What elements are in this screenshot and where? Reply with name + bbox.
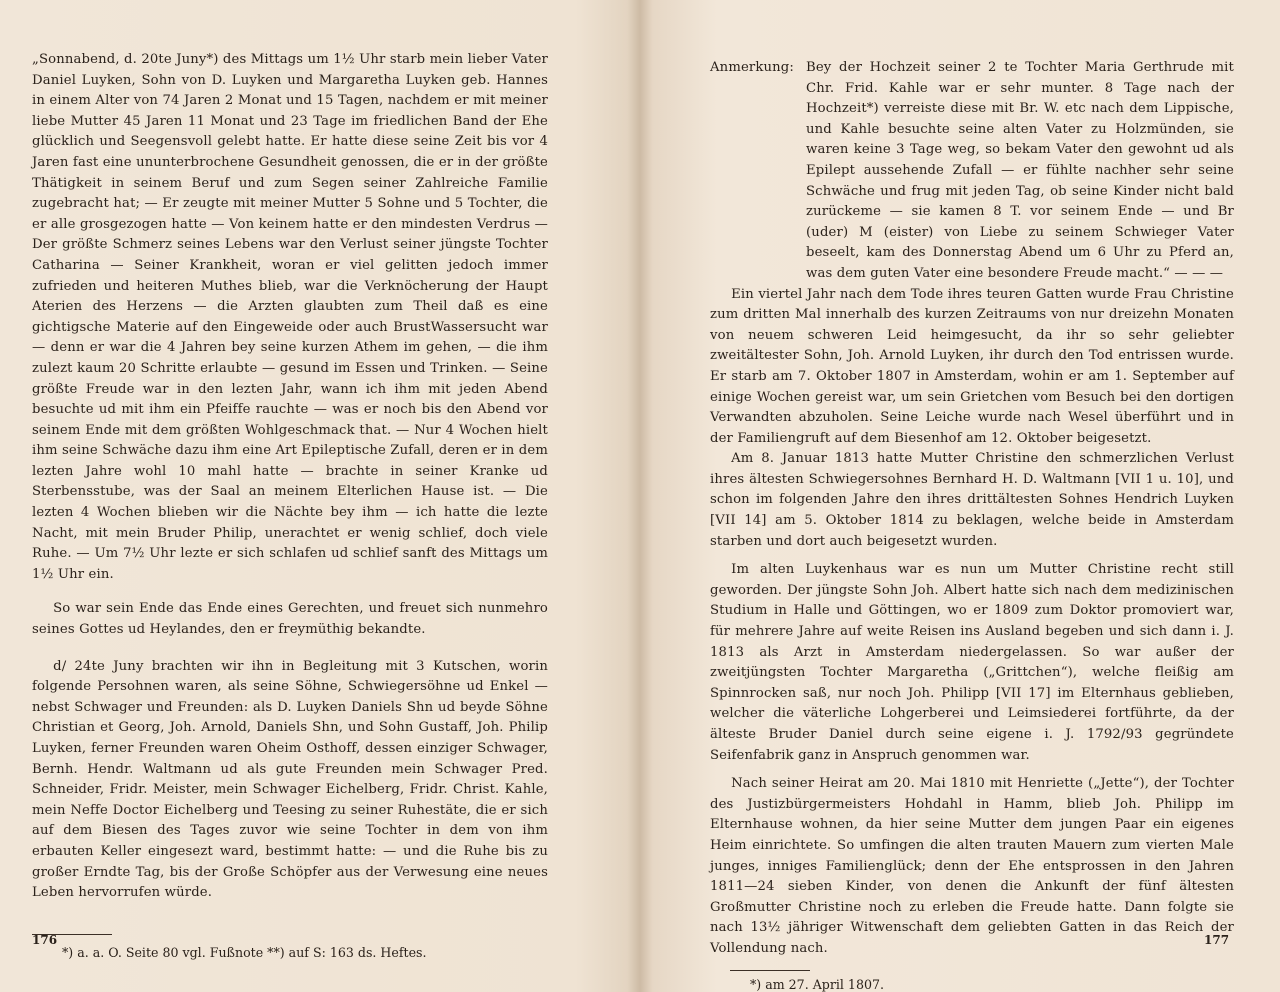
paragraph-funeral: d/ 24te Juny brachten wir ihn in Begleitung mit 3 Kutschen, worin folgende Persohnen waren, als seine Söhne, Schwiegersöhne ud Enkel — nebst Schwager und Freunden: als D. Luyken Daniels Shn ud beyde Söhne Christian et Georg, Joh. Arnold, Daniels Shn, und Sohn Gustaff, Joh. Philip Luyken, ferner Freunden waren Oheim Osthoff, dessen einziger Schwager, Bernh. Hendr. Waltmann ud als gute Freunden mein Schwager Pred. Schneider, Fridr. Meister, mein Schwager Eichelberg, Fridr. Christ. Kahle, mein Neffe Doctor Eichelberg und Teesing zu seiner Ruhestäte, die er sich auf dem Biesen des Tages zuvor wie seine Tochter in dem von ihm erbauten Keller eingesezt ward, bestimmt hatte: — und die Ruhe bis zu großer Erndte Tag, bis der Große Schöpfer aus der Verwesung eine neues Leben hervorrufen würde. bbox=[32, 658, 548, 901]
paragraph-quarter-year: Ein viertel Jahr nach dem Tode ihres teuren Gatten wurde Frau Christine zum dritten Mal innerhalb des kurzen Zeitraums von nur dreizehn Monaten von neuem schweren Leid heimgesucht, da ihr so sehr geliebter zweitältester Sohn, Joh. Arnold Luyken, ihr durch den Tod entrissen wurde. Er starb am 7. Oktober 1807 in Amsterdam, wohin er am 1. September auf einige Wochen gereist war, um sein Grietchen vom Besuch bei den dortigen Verwandten abzuholen. Seine Leiche wurde nach Wesel überführt und in der Familiengruft auf dem Biesenhof am 12. Oktober beigesetzt. bbox=[710, 286, 1234, 446]
annotation-text: Bey der Hochzeit seiner 2 te Tochter Maria Gerthrude mit Chr. Frid. Kahle war er sehr munter. 8 Tage nach der Hochzeit*) verreiste diese mit Br. W. etc nach dem Lippische, und Kahle besuchte seine alten Vater zu Holzmünden, sie waren keine 3 Tage weg, so bekam Vater den gewohnt ud als Epilept aussehende Zufall — er fühlte nachher sehr seine Schwäche und frug mit jeden Tag, ob seine Kinder nicht bald zurückeme — sie kamen 8 T. vor seinem Ende — und Br (uder) M (eister) von Liebe zu seinem Schwieger Vater beseelt, kam des Donnerstag Abend um 6 Uhr zu Pferd an, was dem guten Vater eine besondere Freude macht.“ — — — bbox=[806, 60, 1234, 281]
annotation-label: Anmerkung: bbox=[710, 60, 794, 75]
footnote-right: *) am 27. April 1807. bbox=[750, 976, 884, 992]
page-number-left: 176 bbox=[32, 933, 58, 947]
footnote-left: *) a. a. O. Seite 80 vgl. Fußnote **) auf S: 163 ds. Heftes. bbox=[62, 944, 427, 960]
paragraph-marriage: Nach seiner Heirat am 20. Mai 1810 mit Henriette („Jette“), der Tochter des Justizbürgermeisters Hohdahl in Hamm, blieb Joh. Philipp im Elternhause wohnen, da hier seine Mutter dem jungen Paar ein eigenes Heim einrichtete. So umfingen die alten trauten Mauern zum vierten Male junges, inniges Familienglück; denn der Ehe entsprossen in den Jahren 1811—24 sieben Kinder, von denen die Ankunft der fünf ältesten Großmutter Christine noch zu erleben die Freude hatte. Dann folgte sie nach 13½ jähriger Witwenschaft dem geliebten Gatten in das Reich der Vollendung nach. bbox=[710, 776, 1234, 956]
paragraph-righteous-end: So war sein Ende das Ende eines Gerechten, und freuet sich nunmehro seines Gottes ud Heylandes, den er freymüthig bekandte. bbox=[32, 601, 548, 638]
paragraph-obituary-letter: „Sonnabend, d. 20te Juny*) des Mittags um 1½ Uhr starb mein lieber Vater Daniel Luyken, Sohn von D. Luyken und Margaretha Luyken geb. Hannes in einem Alter von 74 Jaren 2 Monat und 15 Tagen, nachdem er mit meiner liebe Mutter 45 Jaren 11 Monat und 23 Tage im friedlichen Band der Ehe glücklich und Seegensvoll gelebt hatte. Er hatte diese seine Zeit bis vor 4 Jaren fast eine ununterbrochene Gesundheit genossen, die er in der größte Thätigkeit in seinem Beruf und zum Segen seiner Zahlreiche Familie zugebracht hat; — Er zeugte mit meiner Mutter 5 Sohne und 5 Tochter, die er alle grosgezogen hatte — Von keinem hatte er den mindesten Verdrus — Der größte Schmerz seines Lebens war den Verlust seiner jüngste Tochter Catharina — Seiner Krankheit, woran er viel gelitten jedoch immer zufrieden und heiteren Muthes blieb, war die Verknöcherung der Haupt Aterien des Herzens — die Arzten glaubten zum Theil daß es eine gichtigsche Materie auf den Eingeweide oder auch BrustWassersucht war — denn er war die 4 Jahren bey seine kurzen Athem im gehen, — die ihm zulezt kaum 20 Schritte erlaubte — gesund im Essen und Trinken. — Seine größte Freude war in den lezten Jahr, wann ich ihm mit jeden Abend besuchte ud mit ihm ein Pfeiffe rauchte — was er noch bis den Abend vor seinem Ende mit dem größten Wohlgeschmack that. — Nur 4 Wochen hielt ihm seine Schwäche dazu ihm eine Art Epileptische Zufall, deren er in dem lezten Jahre wohl 10 mahl hatte — brachte in seiner Kranke ud Sterbensstube, was der Saal an meinem Elterlichen Hause ist. — Die lezten 4 Wochen blieben wir die Nächte bey ihm — ich hatte die lezte Nacht, mit mein Bruder Philip, unerachtet er wenig schlief, doch viele Ruhe. — Um 7½ Uhr lezte er sich schlafen ud schlief sanft des Mittags um 1½ Uhr ein. bbox=[32, 52, 548, 582]
paragraph-luykenhaus: Im alten Luykenhaus war es nun um Mutter Christine recht still geworden. Der jüngste Sohn Joh. Albert hatte sich nach dem medizinischen Studium in Halle und Göttingen, wo er 1809 zum Doktor promoviert war, für mehrere Jahre auf weite Reisen ins Ausland begeben und sich dann i. J. 1813 als Arzt in Amsterdam niedergelassen. So war außer der zweitjüngsten Tochter Margaretha („Grittchen“), welche fleißig am Spinnrocken saß, nur noch Joh. Philipp [VII 17] im Elternhaus geblieben, welcher die väterliche Lohgerberei und Leimsiederei fortführte, da der älteste Bruder Daniel durch seine eigene i. J. 1792/93 gegründete Seifenfabrik ganz in Anspruch genommen war. bbox=[710, 562, 1234, 763]
paragraph-1813-loss: Am 8. Januar 1813 hatte Mutter Christine den schmerzlichen Verlust ihres ältesten Schwiegersohnes Bernhard H. D. Waltmann [VII 1 u. 10], und schon im folgenden Jahre den ihres drittältesten Sohnes Hendrich Luyken [VII 14] am 5. Oktober 1814 zu beklagen, welche beide in Amsterdam starben und dort auch beigesetzt wurden. bbox=[710, 451, 1234, 549]
annotation-block bbox=[710, 58, 1234, 285]
right-page bbox=[640, 0, 1280, 992]
footnote-rule-right bbox=[730, 970, 810, 971]
page-number-right: 177 bbox=[1204, 933, 1230, 947]
